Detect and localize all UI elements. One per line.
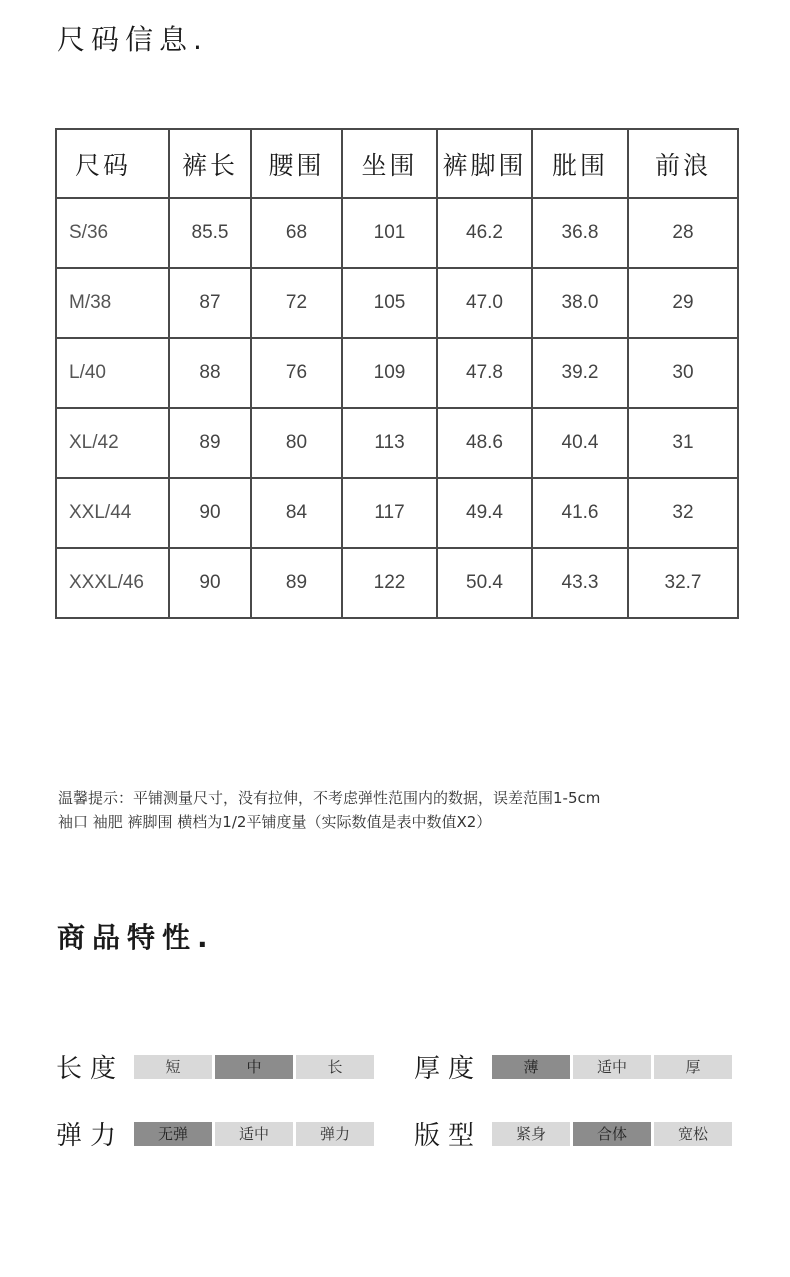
table-cell: 89 [251,548,342,618]
note-line: 袖口 袖肥 裤脚围 横档为1/2平铺度量（实际数值是表中数值X2） [58,813,492,831]
table-cell: 47.8 [437,338,532,408]
table-cell: 90 [169,478,251,548]
header-thigh: 肶围 [532,129,628,198]
header-waist: 腰围 [251,129,342,198]
table-row [56,478,738,548]
table-cell: 80 [251,408,342,478]
table-row [56,268,738,338]
size-table [55,128,739,619]
attribute-option: 厚 [654,1055,732,1079]
attribute-elasticity [56,1115,374,1152]
table-cell: 117 [342,478,437,548]
size-cell: S/36 [56,198,169,268]
table-cell: 31 [628,408,738,478]
attribute-option: 无弹 [134,1122,212,1146]
attribute-option: 中 [215,1055,293,1079]
size-info-title: 尺码信息. [57,23,208,56]
size-cell: M/38 [56,268,169,338]
table-cell: 41.6 [532,478,628,548]
table-cell: 29 [628,268,738,338]
table-cell: 32 [628,478,738,548]
table-row [56,408,738,478]
table-cell: 43.3 [532,548,628,618]
table-cell: 84 [251,478,342,548]
table-cell: 76 [251,338,342,408]
table-cell: 40.4 [532,408,628,478]
table-cell: 46.2 [437,198,532,268]
attribute-length [56,1048,374,1085]
attribute-option: 长 [296,1055,374,1079]
table-cell: 50.4 [437,548,532,618]
note-line: 温馨提示：平铺测量尺寸，没有拉伸，不考虑弹性范围内的数据，误差范围1-5cm [58,789,601,807]
table-cell: 30 [628,338,738,408]
table-row [56,198,738,268]
table-cell: 90 [169,548,251,618]
header-front-rise: 前浪 [628,129,738,198]
size-cell: L/40 [56,338,169,408]
table-cell: 48.6 [437,408,532,478]
header-hip: 坐围 [342,129,437,198]
table-cell: 87 [169,268,251,338]
attribute-option: 适中 [215,1122,293,1146]
size-cell: XXXL/46 [56,548,169,618]
attribute-option: 薄 [492,1055,570,1079]
table-cell: 113 [342,408,437,478]
table-cell: 88 [169,338,251,408]
product-features-title: 商品特性. [57,921,215,954]
table-cell: 109 [342,338,437,408]
attribute-options [492,1055,732,1079]
table-cell: 89 [169,408,251,478]
table-row [56,338,738,408]
table-cell: 101 [342,198,437,268]
table-cell: 85.5 [169,198,251,268]
attribute-label: 厚度 [414,1054,483,1084]
table-cell: 105 [342,268,437,338]
attribute-thickness [414,1048,732,1085]
attribute-option: 弹力 [296,1122,374,1146]
table-cell: 122 [342,548,437,618]
table-cell: 47.0 [437,268,532,338]
size-cell: XL/42 [56,408,169,478]
attribute-options [134,1122,374,1146]
table-cell: 68 [251,198,342,268]
table-row [56,548,738,618]
attribute-fit [414,1115,732,1152]
attribute-label: 弹力 [56,1121,125,1151]
table-cell: 39.2 [532,338,628,408]
table-cell: 72 [251,268,342,338]
table-cell: 36.8 [532,198,628,268]
size-cell: XXL/44 [56,478,169,548]
measurement-notes [58,786,600,834]
table-cell: 32.7 [628,548,738,618]
attribute-option: 短 [134,1055,212,1079]
table-cell: 49.4 [437,478,532,548]
header-leg-opening: 裤脚围 [437,129,532,198]
attribute-option: 适中 [573,1055,651,1079]
table-cell: 38.0 [532,268,628,338]
attribute-label: 长度 [56,1054,125,1084]
attribute-label: 版型 [414,1121,483,1151]
attribute-option: 合体 [573,1122,651,1146]
attribute-option: 宽松 [654,1122,732,1146]
size-table-header-row [56,129,738,198]
attribute-options [134,1055,374,1079]
table-cell: 28 [628,198,738,268]
header-pants-length: 裤长 [169,129,251,198]
attribute-option: 紧身 [492,1122,570,1146]
header-size: 尺码 [56,129,169,198]
attribute-options [492,1122,732,1146]
